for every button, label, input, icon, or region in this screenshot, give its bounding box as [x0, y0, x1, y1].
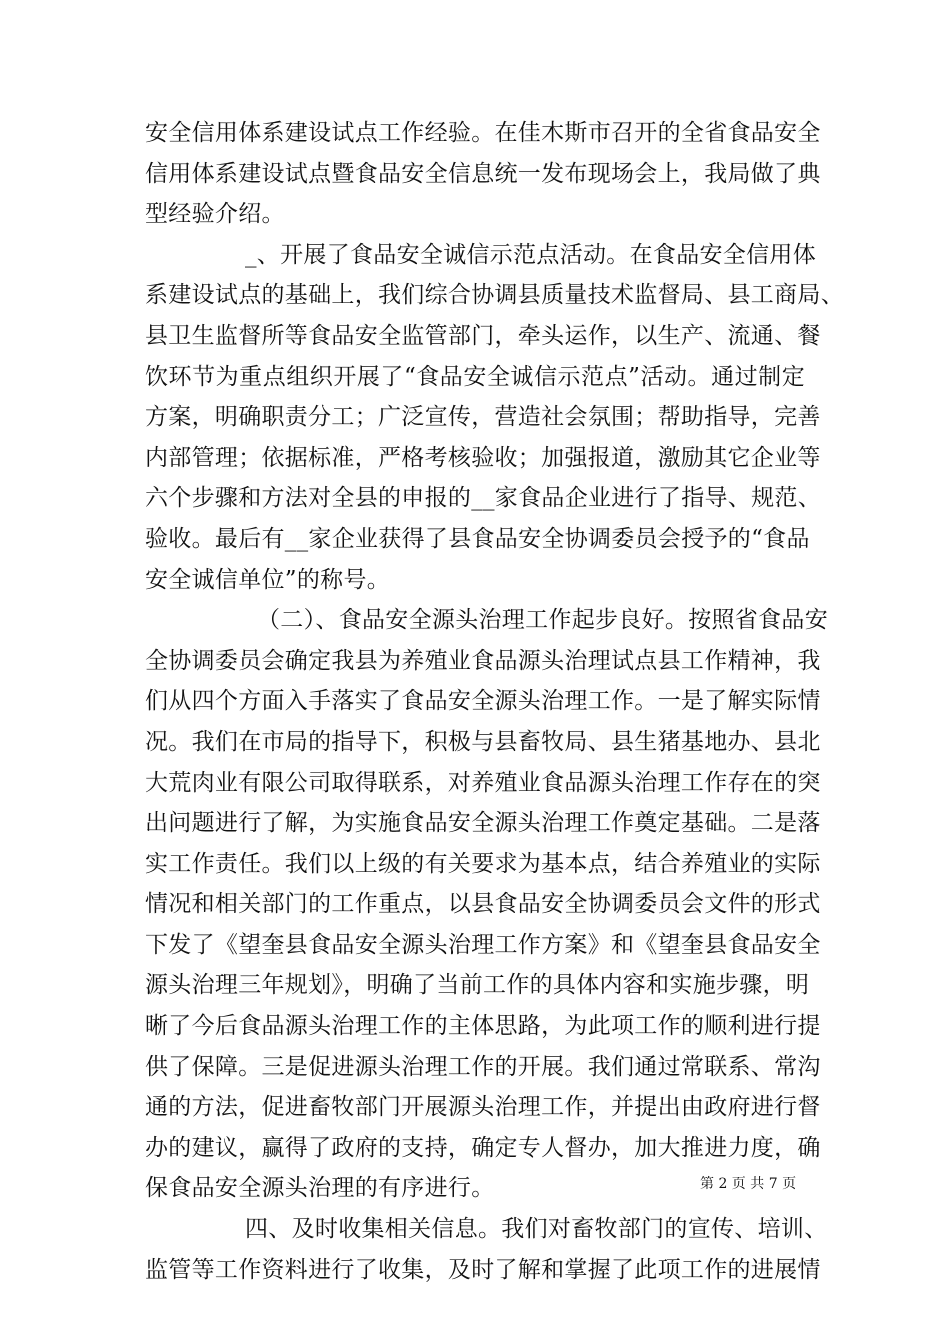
text-line: 实工作责任。我们以上级的有关要求为基本点，结合养殖业的实际	[145, 850, 821, 877]
text-line: 安全诚信单位”的称号。	[145, 566, 391, 593]
text-line: 情况和相关部门的工作重点，以县食品安全协调委员会文件的形式	[145, 891, 821, 918]
page-number-footer: 第 2 页 共 7 页	[700, 1176, 797, 1192]
text-line: 们从四个方面入手落实了食品安全源头治理工作。一是了解实际情	[145, 688, 821, 715]
paragraph-start-line: （二）、食品安全源头治理工作起步良好。按照省食品安	[257, 607, 828, 634]
text-line: 通的方法，促进畜牧部门开展源头治理工作，并提出由政府进行督	[145, 1094, 821, 1121]
text-line: 下发了《望奎县食品安全源头治理工作方案》和《望奎县食品安全	[145, 931, 821, 958]
text-line: 六个步骤和方法对全县的申报的__家食品企业进行了指导、规范、	[145, 485, 821, 512]
text-line: 信用体系建设试点暨食品安全信息统一发布现场会上，我局做了典	[145, 160, 821, 187]
text-line: 出问题进行了解，为实施食品安全源头治理工作奠定基础。二是落	[145, 810, 821, 837]
text-line: 全协调委员会确定我县为养殖业食品源头治理试点县工作精神，我	[145, 647, 821, 674]
text-line: 供了保障。三是促进源头治理工作的开展。我们通过常联系、常沟	[145, 1053, 821, 1080]
text-line: 方案，明确职责分工；广泛宣传，营造社会氛围；帮助指导，完善	[145, 404, 821, 431]
text-line: 安全信用体系建设试点工作经验。在佳木斯市召开的全省食品安全	[145, 120, 821, 146]
text-line: 大荒肉业有限公司取得联系，对养殖业食品源头治理工作存在的突	[145, 769, 821, 796]
text-line: 保食品安全源头治理的有序进行。	[145, 1175, 495, 1202]
text-line: 系建设试点的基础上，我们综合协调县质量技术监督局、县工商局、	[145, 282, 844, 309]
text-line: 源头治理三年规划》，明确了当前工作的具体内容和实施步骤，明	[145, 972, 810, 999]
text-line: 饮环节为重点组织开展了“食品安全诚信示范点”活动。通过制定	[145, 363, 805, 390]
text-line: 验收。最后有__家企业获得了县食品安全协调委员会授予的“食品	[145, 525, 810, 552]
text-line: 县卫生监督所等食品安全监管部门，牵头运作，以生产、流通、餐	[145, 322, 821, 349]
text-line: 办的建议，赢得了政府的支持，确定专人督办，加大推进力度，确	[145, 1134, 821, 1161]
text-line: 监管等工作资料进行了收集，及时了解和掌握了此项工作的进展情	[145, 1256, 821, 1283]
document-body	[145, 113, 844, 1290]
text-line: 晰了今后食品源头治理工作的主体思路，为此项工作的顺利进行提	[145, 1013, 821, 1040]
text-line: 内部管理；依据标准，严格考核验收；加强报道，激励其它企业等	[145, 444, 821, 471]
text-line: 型经验介绍。	[145, 201, 285, 228]
paragraph-start-line: _、开展了食品安全诚信示范点活动。在食品安全信用体	[245, 241, 816, 268]
text-line: 况。我们在市局的指导下，积极与县畜牧局、县生猪基地办、县北	[145, 728, 821, 755]
paragraph-start-line: 四、及时收集相关信息。我们对畜牧部门的宣传、培训、	[245, 1216, 828, 1243]
